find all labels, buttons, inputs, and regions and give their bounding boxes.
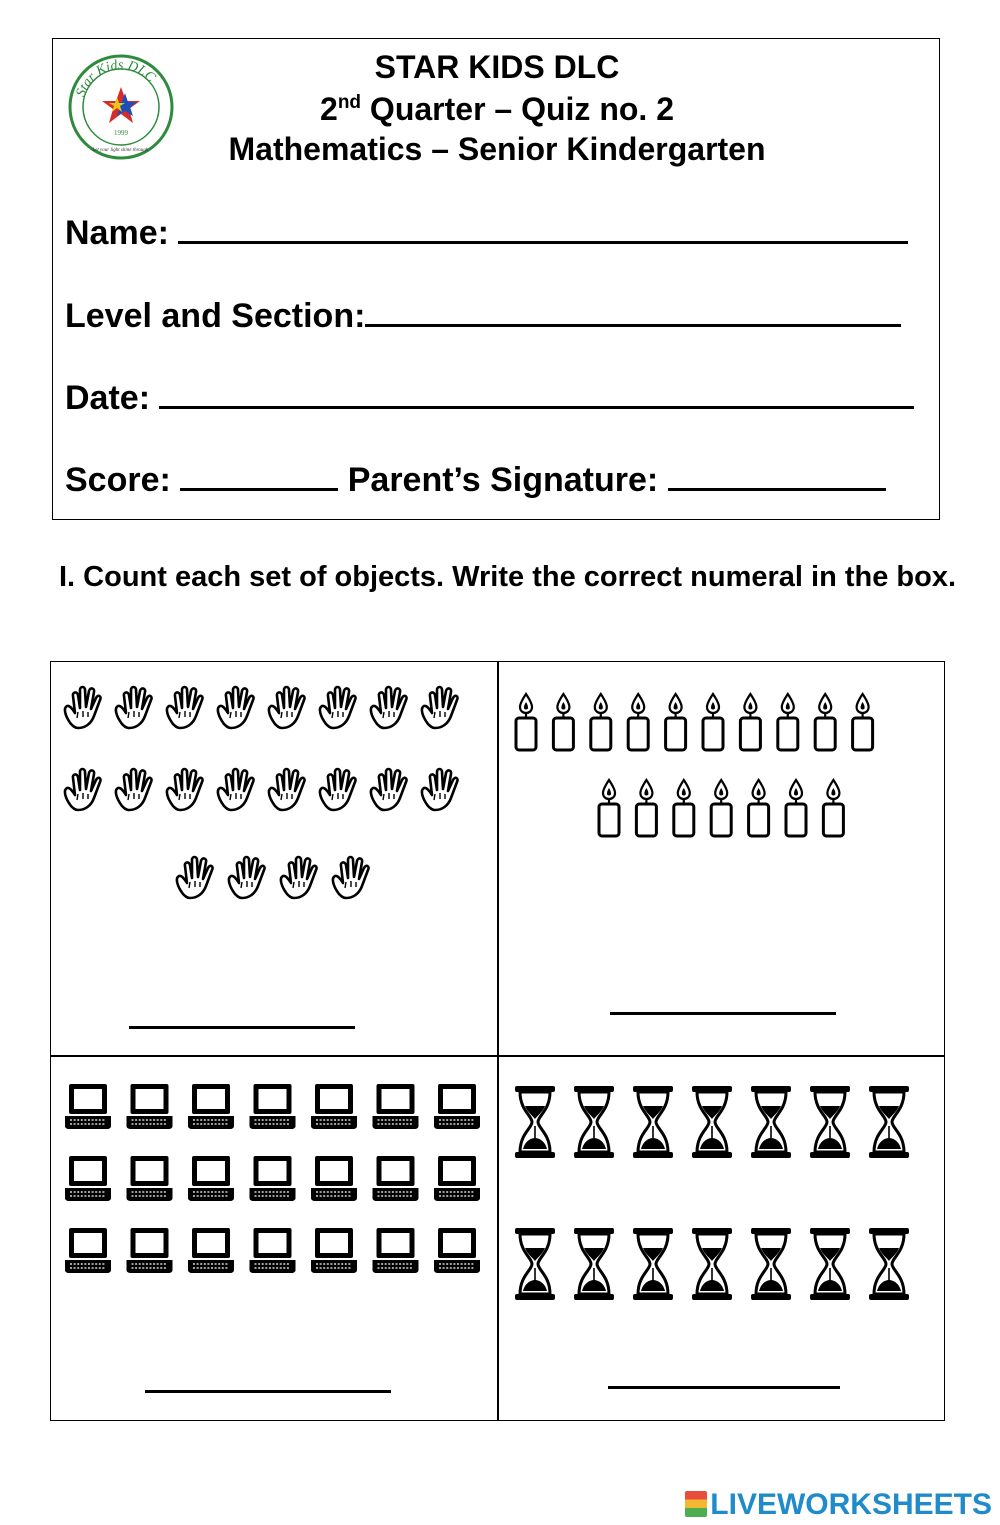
svg-text:Let your light shine through.: Let your light shine through. — [92, 148, 150, 153]
date-blank[interactable] — [159, 376, 914, 409]
quarter-ordinal-suffix: nd — [337, 92, 362, 113]
laptop-icon — [250, 1156, 296, 1201]
hourglass-icon — [692, 1228, 732, 1300]
laptop-icon — [250, 1084, 296, 1129]
laptop-icon — [127, 1228, 173, 1273]
score-label: Score: — [65, 461, 171, 499]
parent-signature-label: Parent’s Signature: — [347, 461, 659, 499]
laptop-icon — [65, 1228, 111, 1273]
hand-icon — [422, 769, 458, 810]
hand-icon — [177, 857, 213, 898]
set-candles-box — [497, 661, 945, 1057]
level-section-blank[interactable] — [365, 294, 901, 327]
hand-icon — [65, 687, 101, 728]
hand-icon — [320, 687, 356, 728]
hourglass-icon — [574, 1086, 614, 1158]
laptop-icon — [434, 1156, 480, 1201]
laptop-icon — [311, 1156, 357, 1201]
laptop-icon — [65, 1156, 111, 1201]
candle-icon — [516, 694, 536, 750]
hand-icon — [269, 687, 305, 728]
candle-icon — [636, 780, 656, 836]
date-field — [65, 376, 914, 419]
footer-brand — [685, 1488, 992, 1522]
laptops-set — [51, 1056, 500, 1422]
candle-icon — [711, 780, 731, 836]
liveworksheets-logo-icon — [685, 1491, 707, 1517]
laptop-icon — [127, 1156, 173, 1201]
hourglass-icon — [751, 1086, 791, 1158]
hourglass-icon — [633, 1086, 673, 1158]
svg-text:1999: 1999 — [114, 129, 128, 137]
hourglass-icon — [869, 1086, 909, 1158]
hourglass-icon — [869, 1228, 909, 1300]
set-hourglasses-box — [497, 1055, 945, 1421]
answer-line-hourglasses[interactable] — [608, 1386, 840, 1389]
instruction-text: I. Count each set of objects. Write the correct numeral in the box. — [59, 561, 957, 593]
laptop-icon — [373, 1228, 419, 1273]
name-blank[interactable] — [178, 211, 908, 244]
hand-icon — [229, 857, 265, 898]
hand-icon — [371, 687, 407, 728]
hand-icon — [371, 769, 407, 810]
quiz-title — [53, 89, 941, 129]
laptop-icon — [434, 1228, 480, 1273]
candle-icon — [674, 780, 694, 836]
name-field — [65, 211, 908, 254]
hourglass-icon — [810, 1228, 850, 1300]
laptop-icon — [311, 1084, 357, 1129]
hand-icon — [167, 687, 203, 728]
hourglass-icon — [515, 1228, 555, 1300]
name-label: Name: — [65, 214, 169, 252]
level-section-label: Level and Section: — [65, 297, 366, 335]
level-section-field — [65, 294, 901, 337]
answer-line-candles[interactable] — [610, 1012, 836, 1015]
laptop-icon — [311, 1228, 357, 1273]
candle-icon — [749, 780, 769, 836]
laptop-icon — [127, 1084, 173, 1129]
laptop-icon — [188, 1084, 234, 1129]
candle-icon — [740, 694, 760, 750]
hourglass-icon — [633, 1228, 673, 1300]
candle-icon — [703, 694, 723, 750]
candle-icon — [599, 780, 619, 836]
laptop-icon — [188, 1156, 234, 1201]
hand-icon — [281, 857, 317, 898]
hand-icon — [218, 769, 254, 810]
candle-icon — [853, 694, 873, 750]
counting-grid — [50, 661, 945, 1421]
hand-icon — [218, 687, 254, 728]
hourglass-icon — [810, 1086, 850, 1158]
laptop-icon — [65, 1084, 111, 1129]
candle-icon — [553, 694, 573, 750]
hand-icon — [116, 769, 152, 810]
set-laptops-box — [50, 1055, 499, 1421]
hourglass-icon — [751, 1228, 791, 1300]
score-signature-field — [65, 458, 886, 501]
hand-icon — [167, 769, 203, 810]
candle-icon — [778, 694, 798, 750]
hand-icon — [116, 687, 152, 728]
hourglasses-set — [498, 1056, 946, 1422]
hand-icon — [333, 857, 369, 898]
laptop-icon — [188, 1228, 234, 1273]
candle-icon — [815, 694, 835, 750]
date-label: Date: — [65, 379, 151, 417]
set-hands-box — [50, 661, 499, 1057]
svg-text:Star Kids DLC: Star Kids DLC — [73, 57, 158, 99]
hourglass-icon — [574, 1228, 614, 1300]
footer-brand-text: LIVEWORKSHEETS — [710, 1488, 992, 1521]
answer-line-hands[interactable] — [129, 1026, 355, 1029]
laptop-icon — [434, 1084, 480, 1129]
laptop-icon — [373, 1084, 419, 1129]
laptop-icon — [250, 1228, 296, 1273]
hand-icon — [65, 769, 101, 810]
hourglass-icon — [515, 1086, 555, 1158]
header-box — [52, 38, 940, 520]
laptop-icon — [373, 1156, 419, 1201]
parent-signature-blank[interactable] — [668, 458, 886, 491]
candle-icon — [666, 694, 686, 750]
candle-icon — [786, 780, 806, 836]
hand-icon — [422, 687, 458, 728]
candle-icon — [628, 694, 648, 750]
hand-icon — [320, 769, 356, 810]
quarter-text: Quarter – Quiz no. 2 — [361, 91, 674, 127]
score-blank[interactable] — [180, 458, 338, 491]
candle-icon — [823, 780, 843, 836]
candle-icon — [591, 694, 611, 750]
candles-set — [498, 662, 946, 1058]
hourglass-icon — [692, 1086, 732, 1158]
quarter-number: 2 — [320, 91, 338, 127]
answer-line-laptops[interactable] — [145, 1390, 391, 1393]
school-name: STAR KIDS DLC — [374, 49, 620, 85]
hands-set — [51, 662, 500, 1058]
hand-icon — [269, 769, 305, 810]
subject-title: Mathematics – Senior Kindergarten — [228, 131, 766, 167]
